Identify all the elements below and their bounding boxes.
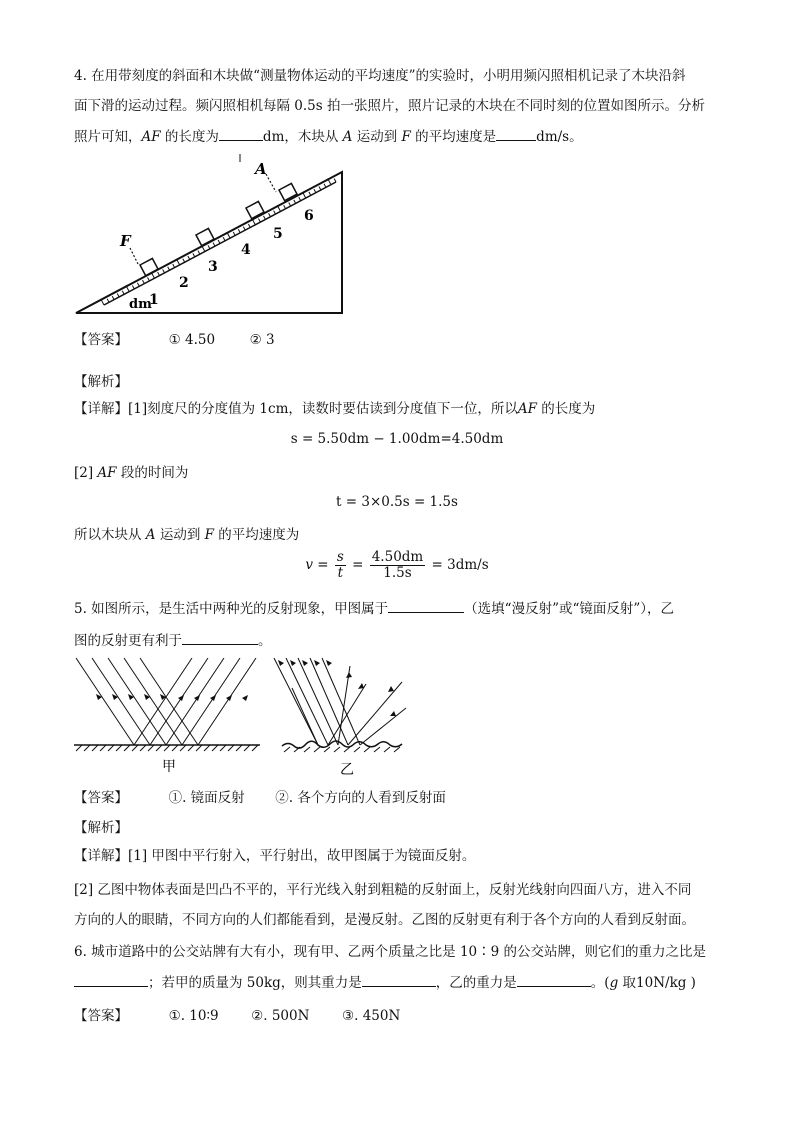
fraction-values: $\frac{4.50dm}{1.5s}$: [371, 549, 424, 581]
detail-tag: 【详解】: [74, 848, 128, 864]
q6-answer-1: ①. 10∶9: [168, 1008, 219, 1024]
ruler-tick: [264, 216, 266, 220]
q4-formula-2: t = 3×0.5s = 1.5s: [336, 494, 458, 510]
ruler-tick: [334, 178, 336, 182]
q4-detail-text: [2]: [74, 465, 98, 481]
q5-blank-1[interactable]: [388, 598, 464, 613]
q5-detail-2-line-2: 方向的人的眼睛，不同方向的人们都能看到，是漫反射。乙图的反射更有利于各个方向的人看到反射面。: [74, 912, 695, 928]
q4-text: 照片可知，: [74, 129, 142, 145]
q5-answer-row: [74, 786, 446, 806]
ruler-tick: [198, 251, 200, 255]
q4-text: 运动到: [352, 129, 402, 145]
label-4: 4: [241, 242, 251, 258]
ruler-tick: [213, 243, 215, 247]
ruler-tick: [299, 197, 301, 201]
q6-answer-2: ②. 500N: [251, 1008, 310, 1024]
incline-ruler-figure: [74, 150, 364, 320]
fig-label-yi: 乙: [340, 762, 354, 778]
q5-detail-2-line-1: [2] 乙图中物体表面是凹凸不平的，平行光线入射到粗糙的反射面上，反射光线射向四面八方，进入不同: [74, 882, 692, 898]
ruler-tick: [142, 280, 144, 284]
label-6: 6: [304, 208, 314, 224]
ruler-tick: [117, 293, 119, 297]
ruler-tick: [233, 232, 235, 236]
q4-var-af: AF: [97, 465, 117, 481]
q6-blank-1[interactable]: [74, 972, 148, 987]
ruler-tick: [314, 189, 316, 193]
block-f: [140, 258, 158, 275]
q4-blank-2[interactable]: [496, 126, 536, 141]
ruler-tick: [223, 237, 225, 241]
ruler-tick: [112, 296, 114, 300]
ruler-tick: [107, 299, 109, 303]
q4-detail-1: [74, 399, 595, 419]
q4-stem-line-1: 4. 在用带刻度的斜面和木块做“测量物体运动的平均速度”的实验时，小明用频闪照相机记录了木块沿斜: [74, 68, 686, 84]
q4-detail-2: [74, 463, 188, 483]
ruler-tick: [238, 229, 240, 233]
q4-detail-3: [74, 525, 299, 545]
label-dm: dm: [129, 297, 152, 312]
formula-result: = 3dm/s: [431, 557, 489, 573]
q6-text: ；若甲的质量为 50kg，则其重力是: [148, 975, 362, 991]
fraction-s-over-t: $\frac{s}{t}$: [336, 549, 344, 581]
q4-var-a: A: [342, 129, 353, 145]
q4-blank-1[interactable]: [219, 126, 263, 141]
ruler-tick: [324, 184, 326, 188]
formula-eq: =: [352, 557, 364, 573]
q4-analysis-tag: 【解析】: [74, 374, 128, 390]
ruler-tick: [319, 186, 321, 190]
block-3: [196, 228, 214, 245]
q4-var-af: AF: [517, 401, 537, 417]
answer-tag: 【答案】: [74, 332, 128, 348]
ruler-tick: [243, 227, 245, 231]
q4-detail-text: [1]刻度尺的分度值为 1cm，读数时要估读到分度值下一位，所以: [128, 401, 518, 417]
q5-answer-2: ②. 各个方向的人看到反射面: [275, 790, 446, 806]
answer-tag: 【答案】: [74, 1008, 128, 1024]
q4-detail-text: 的平均速度为: [214, 527, 300, 543]
formula-v: v =: [305, 557, 329, 573]
q4-formula-1: s = 5.50dm − 1.00dm=4.50dm: [290, 431, 504, 447]
q4-var-f: F: [401, 129, 411, 145]
q4-formula-3: [0, 550, 794, 581]
q4-answer-1: ① 4.50: [168, 332, 216, 348]
q5-stem-line-1: [74, 598, 674, 619]
ruler-tick: [173, 264, 175, 268]
q6-blank-3[interactable]: [517, 972, 591, 987]
q6-text: ，乙的重力是: [435, 975, 517, 991]
label-2: 2: [179, 275, 189, 291]
label-1: 1: [149, 292, 159, 308]
fig-label-jia: 甲: [162, 759, 176, 774]
q4-detail-text: 的长度为: [537, 401, 596, 417]
diffuse-incident-rays: [274, 658, 360, 745]
detail-tag: 【详解】: [74, 401, 128, 417]
q5-detail-1: [74, 846, 475, 866]
q4-text: dm/s。: [536, 129, 583, 145]
q4-var-f: F: [204, 527, 215, 543]
diffuse-arrows: [278, 660, 396, 716]
ruler-tick: [163, 269, 165, 273]
q5-text: 5. 如图所示，是生活中两种光的反射现象，甲图属于: [74, 601, 389, 617]
q5-text: （选填“漫反射”或“镜面反射”），乙: [464, 601, 675, 617]
incident-rays: [76, 658, 256, 745]
q4-text: 的长度为: [160, 129, 219, 145]
mirror-hatch: [76, 745, 258, 751]
ruler-tick: [248, 224, 250, 228]
ruler-tick: [218, 240, 220, 244]
q4-detail-text: 所以木块从: [74, 527, 146, 543]
q4-var-af: AF: [141, 129, 161, 145]
ruler-tick: [309, 192, 311, 196]
ruler-tick: [294, 200, 296, 204]
q5-detail-text: [1] 甲图中平行射入，平行射出，故甲图属于为镜面反射。: [128, 848, 476, 864]
q4-text: dm，木块从: [262, 129, 343, 145]
q6-blank-2[interactable]: [362, 972, 436, 987]
block-5: [246, 201, 264, 218]
answer-tag: 【答案】: [74, 790, 128, 806]
ruler-tick: [208, 245, 210, 249]
q6-stem-line-2: [74, 972, 696, 993]
label-5: 5: [273, 226, 283, 242]
specular-reflection-figure: [72, 654, 262, 774]
label-3: 3: [208, 259, 218, 275]
q5-stem-line-2: [74, 630, 272, 651]
q6-var-g: g: [609, 975, 619, 991]
q4-answer-row: [74, 328, 275, 348]
ruler-tick: [168, 267, 170, 271]
q4-text: 的平均速度是: [410, 129, 497, 145]
q4-detail-text: 段的时间为: [116, 465, 189, 481]
ruler-tick: [258, 219, 260, 223]
ruler-ticks: [101, 178, 336, 305]
q6-answer-row: [74, 1004, 400, 1024]
label-f: F: [120, 232, 131, 250]
q4-stem-line-3: [74, 126, 583, 147]
f-marker: [130, 248, 138, 264]
ruler-tick: [193, 253, 195, 257]
a-marker: [266, 174, 276, 192]
ruler-tick: [284, 205, 286, 209]
q4-stem-line-2: 面下滑的运动过程。频闪照相机每隔 0.5s 拍一张照片，照片记录的木块在不同时刻的位置如图所示。分析: [74, 98, 705, 114]
ruler-tick: [274, 211, 276, 215]
q6-text: 。(: [590, 975, 610, 991]
label-a: A: [255, 160, 267, 178]
ruler-tick: [122, 291, 124, 295]
q6-answer-3: ③. 450N: [342, 1008, 401, 1024]
q4-var-a: A: [145, 527, 156, 543]
ruler-tick: [269, 213, 271, 217]
q4-answer-2: ② 3: [249, 332, 275, 348]
diffuse-reflection-figure: [268, 654, 418, 779]
q5-text: 图的反射更有利于: [74, 633, 182, 649]
ruler-tick: [148, 277, 150, 281]
q4-detail-text: 运动到: [155, 527, 205, 543]
q5-blank-2[interactable]: [182, 630, 258, 645]
ruler-tick: [132, 285, 134, 289]
q6-stem-line-1: 6. 城市道路中的公交站牌有大有小，现有甲、乙两个质量之比是 10∶9 的公交站牌，则它们的重力之比是: [74, 944, 707, 960]
q5-answer-1: ①. 镜面反射: [168, 790, 245, 806]
ruler-tick: [289, 203, 291, 207]
q5-text: 。: [258, 633, 272, 649]
ruler-tick: [137, 283, 139, 287]
q6-text: 取10N/kg ): [618, 975, 696, 991]
q5-analysis-tag: 【解析】: [74, 820, 128, 836]
ruler-tick: [188, 256, 190, 260]
ruler-tick: [158, 272, 160, 276]
ruler-tick: [183, 259, 185, 263]
